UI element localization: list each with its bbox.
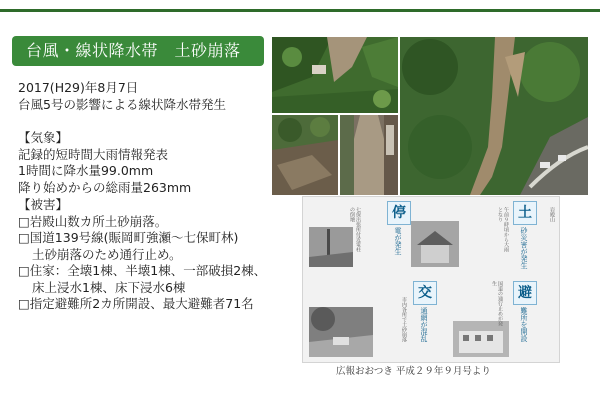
clipping-heading: 難所を開設 — [520, 307, 528, 342]
clipping-photo-house — [411, 221, 459, 267]
clipping-column: 午前９時頃から大雨となり — [497, 207, 509, 252]
damage-heading: 【被害】 — [18, 197, 69, 212]
clipping-caption: 広報おおつき 平成２９年９月号より — [336, 366, 491, 377]
newspaper-clipping — [302, 196, 560, 363]
tag-landslide: 土 — [513, 201, 537, 225]
damage-item: □住家：全壊1棟、半壊1棟、一部破損2棟、 — [18, 263, 267, 278]
damage-item: □岩殿山数カ所土砂崩落。 — [18, 213, 168, 229]
damage-block — [18, 197, 266, 313]
event-cause: 台風5号の影響による線状降水帯発生 — [18, 96, 226, 112]
event-date: 2017(H29)年8月7日 — [18, 80, 139, 95]
clipping-photo-pole — [309, 227, 353, 267]
page-title: 台風・線状降水帯 土砂崩落 — [12, 36, 264, 66]
landslide-house-photo — [272, 37, 398, 113]
weather-line: 記録的短時間大雨情報発表 — [18, 146, 169, 162]
damage-item: □国道139号線(賑岡町強瀬～七保町林) — [18, 230, 239, 245]
aerial-landslide-photo — [400, 37, 588, 195]
summary-block — [18, 80, 226, 113]
tag-evacuation: 避 — [513, 281, 537, 305]
weather-line: 1時間に降水量99.0mm — [18, 163, 154, 178]
clipping-column: 岩殿山 — [549, 207, 555, 222]
clipping-photo-road — [309, 307, 373, 357]
weather-heading: 【気象】 — [18, 130, 69, 145]
tag-traffic: 交 — [413, 281, 437, 305]
clipping-heading: 電が発生 — [394, 227, 402, 255]
weather-block — [18, 130, 191, 196]
debris-road-photo — [272, 115, 338, 195]
muddy-road-photo — [340, 115, 398, 195]
damage-item: 土砂崩落のため通行止め。 — [32, 246, 182, 262]
clipping-column: 七保出張所付近電柱の倒壊 — [349, 207, 361, 252]
clipping-column: 国道の通行止めが発生 — [491, 281, 503, 326]
tag-power-outage: 停 — [387, 201, 411, 225]
top-rule — [0, 9, 600, 12]
clipping-column: 市内各所で土砂崩落 — [401, 297, 407, 342]
damage-item: 床上浸水1棟、床下浸水6棟 — [32, 279, 186, 295]
clipping-heading: 砂災害が発生 — [520, 227, 528, 269]
damage-item: □指定避難所2カ所開設、最大避難者71名 — [18, 296, 254, 311]
weather-line: 降り始めからの総雨量263mm — [18, 179, 192, 195]
clipping-heading: 通網が混乱 — [420, 307, 428, 342]
